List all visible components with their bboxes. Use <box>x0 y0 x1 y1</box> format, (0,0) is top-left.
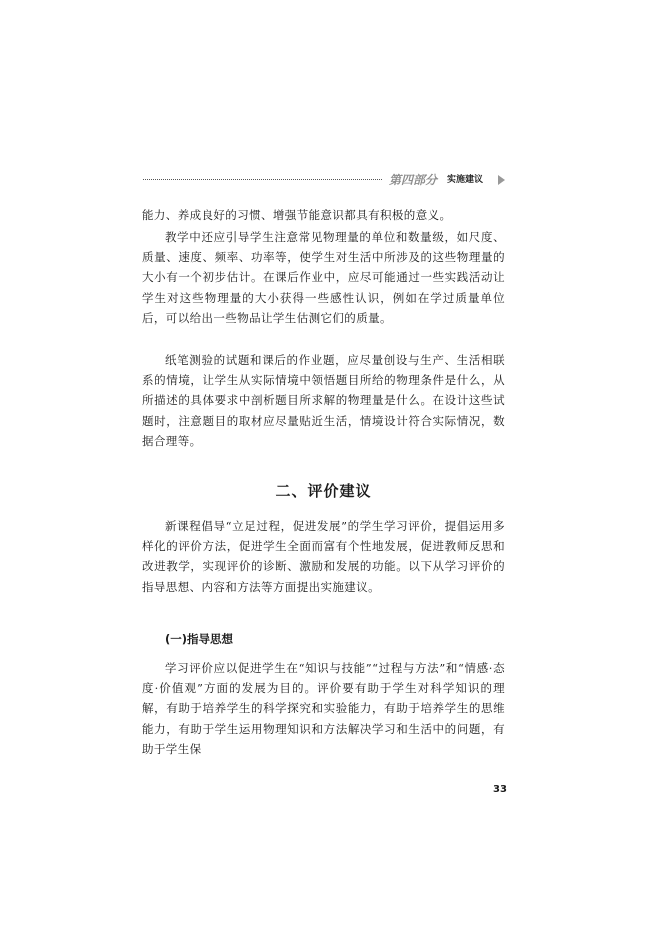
paragraph-continued: 能力、养成良好的习惯、增强节能意识都具有积极的意义。 <box>142 208 452 222</box>
section-heading: 二、评价建议 <box>275 482 372 500</box>
paragraph-guiding-thought: 学习评价应以促进学生在“知识与技能”“过程与方法”和“情感·态度·价值观”方面的发展为目的。评价要有助于学生对科学知识的理解，有助于培养学生的科学探究和实验能力，有助于培养学生的思维能力，有助于学生运用物理知识和方法解决学习和生活中的问题，有助于学生保 <box>142 661 505 756</box>
paragraph-test-design: 纸笔测验的试题和课后的作业题，应尽量创设与生产、生活相联系的情境，让学生从实际情境中领悟题目所给的物理条件是什么，从所描述的具体要求中剖析题目所求解的物理量是什么。在设计这些试题时，注意题目的取材应尽量贴近生活，情境设计符合实际情况，数据合理等。 <box>142 353 505 448</box>
page-number: 33 <box>493 784 507 795</box>
header-dotted-rule <box>143 179 382 180</box>
header-part-title: 第四部分 <box>389 173 438 187</box>
header-section-title: 实施建议 <box>447 175 484 185</box>
paragraph-units-magnitude: 教学中还应引导学生注意常见物理量的单位和数量级，如尺度、质量、速度、频率、功率等，使学生对生活中所涉及的这些物理量的大小有一个初步估计。在课后作业中，应尽可能通过一些实践活动让学生对这些物理量的大小获得一些感性认识，例如在学过质量单位后，可以给出一些物品让学生估测它们的质量。 <box>142 230 505 325</box>
paragraph-evaluation-intro: 新课程倡导“立足过程，促进发展”的学生学习评价，提倡运用多样化的评价方法，促进学生全面而富有个性地发展，促进教师反思和改进教学，实现评价的诊断、激励和发展的功能。以下从学习评价的指导思想、内容和方法等方面提出实施建议。 <box>142 519 505 594</box>
triangle-arrow-icon <box>498 175 505 185</box>
running-header <box>143 172 506 188</box>
subsection-heading: (一)指导思想 <box>165 632 234 646</box>
